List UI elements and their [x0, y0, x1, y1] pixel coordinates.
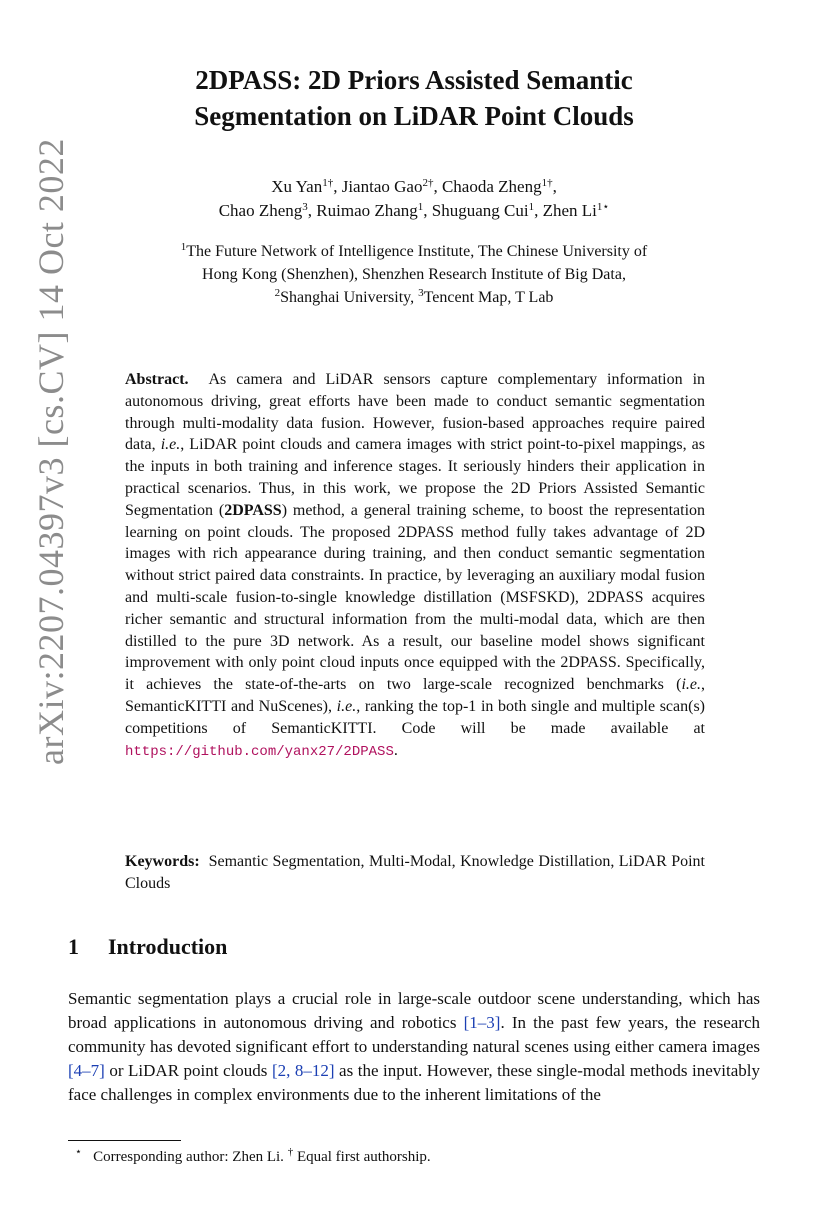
- author-affil-mark: 1⋆: [596, 201, 610, 213]
- footnote-rule: [68, 1140, 181, 1141]
- abstract-italic: i.e.: [160, 436, 181, 454]
- method-name: 2DPASS: [224, 501, 282, 519]
- arxiv-identifier: arXiv:2207.04397v3 [cs.CV] 14 Oct 2022: [31, 138, 71, 765]
- dagger-mark: †: [287, 1146, 294, 1158]
- intro-paragraph: [68, 987, 760, 1107]
- author-list: [0, 175, 828, 223]
- citation-link[interactable]: [2, 8–12]: [271, 1061, 335, 1080]
- author-line-2: Chao Zheng$^3$, Ruimao Zhang$^1$, Shuguang Cui$^1$, Zhen $Li^{1⋆}$: [218, 201, 610, 220]
- affiliation-line-1: [0, 240, 828, 263]
- keywords-label: Keywords:: [125, 853, 200, 870]
- author-name: Zhen Li: [542, 201, 597, 220]
- author-name: Chaoda Zheng: [441, 177, 542, 196]
- abstract-text: As camera and LiDAR sensors capture complementary information in autonomous driving, great efforts have been made to conduct semantic segmentation through multi-modality data fusion. However, fusion-based approaches require paired data,: [125, 371, 706, 454]
- citation-link[interactable]: [1–3]: [463, 1013, 501, 1032]
- affil-text: Tencent Map, T Lab: [423, 289, 554, 306]
- section-number: 1: [68, 934, 79, 959]
- intro-text: Semantic segmentation plays a crucial role in large-scale outdoor scene understanding, which has broad applications in autonomous driving and robotics: [68, 989, 760, 1032]
- footnote: [75, 1147, 431, 1167]
- affiliation-line-3: [0, 286, 828, 309]
- abstract-text: , LiDAR point clouds and camera images with strict point-to-pixel mappings, as the inputs in both training and inference stages. It seriously hinders their application in practical scenarios. Thus, in this work, we propose the 2D Priors Assisted Semantic Segmentation (: [125, 436, 705, 519]
- affil-mark: 2: [274, 287, 281, 299]
- citation-link[interactable]: [4–7]: [68, 1061, 105, 1080]
- abstract-italic: i.e.: [681, 676, 701, 694]
- author-line-1: Xu Yan$^{1\dagger}$, Jiantao Gao$^{2\dagger}$, Chaoda Zheng$^{1\dagger}$,: [271, 177, 557, 196]
- author-name: Chao Zheng: [218, 201, 303, 220]
- code-link[interactable]: https://github.com/yanx27/2DPASS: [125, 743, 394, 760]
- footnote-text: Equal first authorship.: [293, 1149, 431, 1165]
- author-affil-mark: 1†: [541, 177, 553, 189]
- author-affil-mark: 1: [528, 201, 535, 213]
- affil-text: The Future Network of Intelligence Institute, The Chinese University of: [186, 243, 648, 260]
- affil-text: Shanghai University,: [280, 289, 419, 306]
- section-title: Introduction: [108, 934, 228, 959]
- author-affil-mark: 1†: [322, 177, 334, 189]
- abstract-text: , SemanticKITTI and NuScenes),: [125, 676, 705, 715]
- keywords: [125, 851, 705, 895]
- affil-mark: 3: [418, 287, 424, 299]
- affiliations: [0, 240, 828, 309]
- author-name: Shuguang Cui: [431, 201, 529, 220]
- abstract-text: , ranking the top-1 in both single and multiple scan(s) competitions of SemanticKITTI. Code will be made available at: [125, 697, 705, 737]
- abstract-label: Abstract.: [125, 371, 189, 388]
- abstract-text: ) method, a general training scheme, to boost the representation learning on point clouds. The proposed 2DPASS method fully takes advantage of 2D images with rich appearance during training, and then conduct semantic segmentation without strict paired data constraints. In practice, by leveraging an auxiliary modal fusion and multi-scale fusion-to-single knowledge distillation (MSFSKD), 2DPASS acquires richer semantic and structural information from the multi-modal data, which are then distilled to the pure 3D network. As a result, our baseline model shows significant improvement with only point cloud inputs once equipped with the 2DPASS. Specifically, it achieves the state-of-the-arts on two large-scale recognized benchmarks (: [125, 501, 706, 694]
- footnote-text: Corresponding author: Zhen Li.: [93, 1149, 288, 1165]
- abstract-text: .: [393, 741, 398, 759]
- section-heading: [68, 934, 227, 960]
- keywords-text: Semantic Segmentation, Multi-Modal, Knowledge Distillation, LiDAR Point Clouds: [125, 853, 706, 892]
- affiliation-line-2: Hong Kong (Shenzhen), Shenzhen Research Institute of Big Data,: [202, 266, 626, 283]
- author-affil-mark: 3: [302, 201, 308, 213]
- author-affil-mark: 1: [417, 201, 424, 213]
- title-line-2: Segmentation on LiDAR Point Clouds: [194, 101, 634, 131]
- author-name: Xu Yan: [271, 177, 323, 196]
- author-affil-mark: 2†: [422, 177, 434, 189]
- author-name: Ruimao Zhang: [316, 201, 418, 220]
- abstract-italic: i.e.: [336, 697, 357, 715]
- intro-text: . In the past few years, the research community has devoted significant effort to understanding natural scenes using either camera images: [68, 1013, 760, 1056]
- intro-text: or LiDAR point clouds: [104, 1061, 272, 1080]
- author-name: Jiantao Gao: [341, 177, 423, 196]
- intro-text: as the input. However, these single-modal methods inevitably face challenges in complex environments due to the inherent limitations of the: [68, 1061, 760, 1104]
- paper-title: [0, 62, 828, 134]
- title-line-1: 2DPASS: 2D Priors Assisted Semantic: [195, 65, 633, 95]
- affil-mark: 1: [180, 241, 187, 253]
- abstract: [125, 369, 705, 763]
- star-mark: ⋆: [75, 1146, 82, 1158]
